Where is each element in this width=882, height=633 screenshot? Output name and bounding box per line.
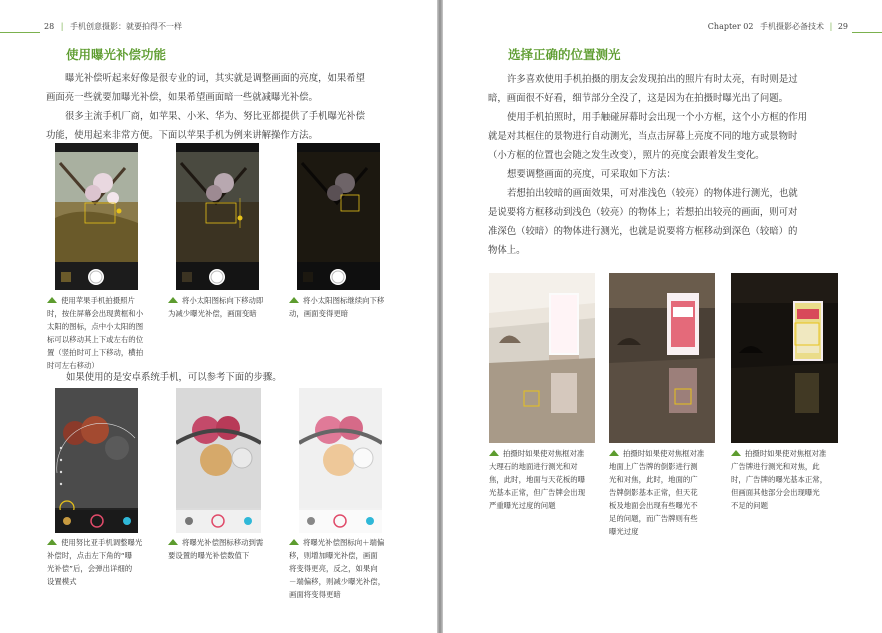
caption-line: 拍摄时如果使对焦框对准 — [623, 449, 705, 458]
caption-line: 足的问题，而广告牌则有些 — [609, 514, 698, 523]
triangle-bullet-icon — [168, 297, 178, 303]
caption-iphone-2 — [168, 294, 283, 320]
caption-line: 将小太阳图标继续向下移 — [303, 296, 385, 305]
caption-line: 不足的问题 — [731, 501, 768, 510]
text-line: 很多主流手机厂商，如苹果、小米、华为、努比亚都提供了手机曝光补偿 — [65, 111, 366, 122]
triangle-bullet-icon — [47, 297, 57, 303]
caption-android-3 — [289, 536, 414, 601]
caption-line: 板及地面会出现有些曝光不 — [609, 501, 698, 510]
caption-line: 光基本正常，但广告牌会出现 — [489, 488, 586, 497]
caption-line: 告牌倒影基本正常，但天花 — [609, 488, 698, 497]
page-number: 29 — [837, 22, 848, 31]
section-title-metering: 选择正确的位置测光 — [508, 47, 621, 62]
caption-line: 拍摄时如果使对焦框对准 — [503, 449, 585, 458]
caption-line: 焦，此时，地面与天花板的曝 — [489, 475, 586, 484]
caption-line: 动，画面变得更暗 — [289, 309, 349, 318]
caption-metering-1 — [489, 447, 609, 512]
caption-metering-3 — [731, 447, 856, 512]
text-line: 准深色（较暗）的物体进行测光，也就是说要将方框移动到深色（较暗）的 — [488, 226, 798, 237]
text-line: 想要调整画面的亮度，可采取如下方法： — [507, 169, 676, 180]
caption-line: 地面上广告牌的倒影进行测 — [609, 462, 698, 471]
triangle-bullet-icon — [47, 539, 57, 545]
caption-line: 大理石的地面进行测光和对 — [489, 462, 578, 471]
caption-iphone-1 — [47, 294, 162, 372]
caption-line: 时，广告牌的曝光基本正常， — [731, 475, 828, 484]
metering-paragraph-2 — [488, 108, 840, 165]
iphone-screenshot-darker — [176, 143, 259, 290]
caption-line: 置（竖拍时可上下移动，横拍 — [47, 348, 144, 357]
photo-metering-billboard — [731, 273, 838, 443]
right-page — [443, 0, 882, 633]
android-screenshot-slider — [176, 388, 261, 533]
android-intro-line — [66, 368, 396, 387]
caption-line: 设置模式 — [47, 577, 77, 586]
triangle-bullet-icon — [489, 450, 499, 456]
triangle-bullet-icon — [731, 450, 741, 456]
caption-line: 严重曝光过度的问题 — [489, 501, 556, 510]
android-screenshot-panel — [55, 388, 138, 533]
text-line: 是说要将方框移动到浅色（较亮）的物体上；若想拍出较亮的画面，则可对 — [488, 207, 798, 218]
text-line: 画面亮一些就要加曝光补偿，如果希望画面暗一些就减曝光补偿。 — [46, 92, 318, 103]
text-line: 曝光补偿听起来好像是很专业的词，其实就是调整画面的亮度，如果希望 — [65, 73, 366, 84]
android-screenshot-brighter — [299, 388, 382, 533]
text-line: 若想拍出较暗的画面效果，可对准浅色（较亮）的物体进行测光，也就 — [507, 188, 798, 199]
caption-line: 将小太阳图标向下移动即 — [182, 296, 264, 305]
brands-paragraph — [46, 107, 391, 145]
chapter-label: Chapter 02 — [707, 22, 754, 31]
caption-line: 补偿时，点击左下角的“曝 — [47, 551, 133, 560]
caption-line: 但画面其他部分会出现曝光 — [731, 488, 820, 497]
left-page — [0, 0, 437, 633]
text-line: 功能，使用起来非常方便。下面以苹果手机为例来讲解操作方法。 — [46, 130, 318, 141]
header-rule — [852, 32, 882, 33]
text-line: 如果使用的是安卓系统手机，可以参考下面的步骤。 — [66, 372, 282, 383]
intro-paragraph — [46, 69, 391, 107]
caption-line: 将曝光补偿图标移动到需 — [182, 538, 264, 547]
caption-line: 广告牌进行测光和对焦，此 — [731, 462, 820, 471]
iphone-screenshot-darkest — [297, 143, 380, 290]
caption-android-2 — [168, 536, 288, 562]
caption-line: 标可以移动其上下或左右的位 — [47, 335, 144, 344]
caption-line: 光和对焦，此时，地面的广 — [609, 475, 698, 484]
caption-line: 将变得更亮，反之，如果向 — [289, 564, 378, 573]
text-line: （小方框的位置也会随之发生改变），照片的亮度会跟着发生变化。 — [488, 150, 765, 161]
page-header-left: 28 | 手机创意摄影：就要拍得不一样 — [44, 22, 182, 31]
caption-line: 时可左右移动） — [47, 361, 99, 370]
page-header-right: Chapter 02 手机摄影必备技术 | 29 — [707, 22, 848, 31]
metering-paragraph-4 — [488, 184, 840, 260]
caption-line: 为减少曝光补偿，画面变暗 — [168, 309, 257, 318]
text-line: 使用手机拍照时，用手触碰屏幕时会出现一个小方框，这个小方框的作用 — [507, 112, 808, 123]
caption-android-1 — [47, 536, 165, 588]
triangle-bullet-icon — [609, 450, 619, 456]
header-rule — [0, 32, 40, 33]
iphone-screenshot-normal — [55, 143, 138, 290]
text-line: 许多喜欢使用手机拍摄的朋友会发现拍出的照片有时太亮，有时则是过 — [507, 74, 798, 85]
caption-line: 使用苹果手机拍摄照片 — [61, 296, 135, 305]
caption-line: 移，则增加曝光补偿，画面 — [289, 551, 378, 560]
caption-line: 时，按住屏幕会出现黄框和小 — [47, 309, 144, 318]
caption-line: 画面将变得更暗 — [289, 590, 341, 599]
caption-iphone-3 — [289, 294, 409, 320]
caption-line: 曝光过度 — [609, 527, 639, 536]
triangle-bullet-icon — [289, 297, 299, 303]
triangle-bullet-icon — [289, 539, 299, 545]
caption-line: 将曝光补偿图标向＋端偏 — [303, 538, 385, 547]
caption-line: 要设置的曝光补偿数值下 — [168, 551, 250, 560]
text-line: 暗，画面很不好看，细节部分全没了，这是因为在拍摄时曝光出了问题。 — [488, 93, 789, 104]
section-title-exposure-comp: 使用曝光补偿功能 — [66, 47, 167, 62]
caption-line: －端偏移，则减少曝光补偿， — [289, 577, 386, 586]
caption-line: 太阳的图标，点中小太阳的图 — [47, 322, 144, 331]
triangle-bullet-icon — [168, 539, 178, 545]
photo-metering-reflection — [609, 273, 715, 443]
caption-line: 光补偿”后，会弹出详细的 — [47, 564, 133, 573]
caption-line: 拍摄时如果使对焦框对准 — [745, 449, 827, 458]
book-title: 手机创意摄影：就要拍得不一样 — [69, 22, 182, 31]
chapter-title: 手机摄影必备技术 — [760, 22, 825, 31]
metering-paragraph-1 — [488, 70, 840, 108]
text-line: 物体上。 — [488, 245, 526, 256]
caption-metering-2 — [609, 447, 729, 538]
page-number: 28 — [44, 22, 55, 31]
photo-metering-floor — [489, 273, 595, 443]
caption-line: 使用努比亚手机调整曝光 — [61, 538, 143, 547]
text-line: 就是对其框住的景物进行自动测光，当点击屏幕上亮度不同的地方或景物时 — [488, 131, 798, 142]
metering-paragraph-3 — [507, 165, 840, 184]
